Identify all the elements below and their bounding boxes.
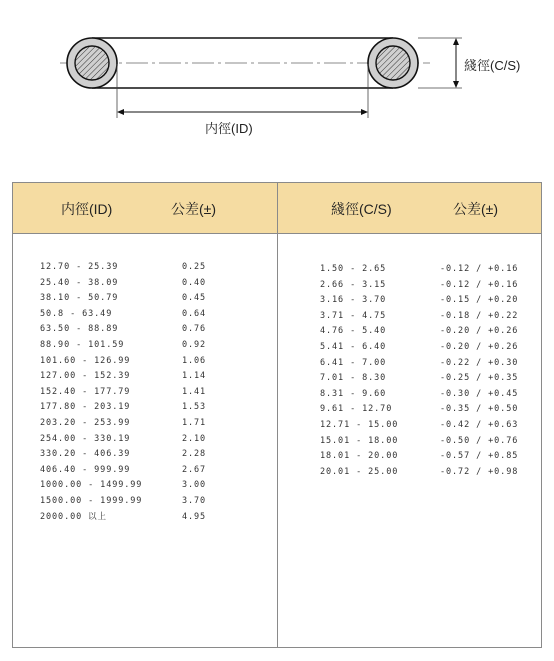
- cs-tolerance-column: [440, 262, 518, 480]
- table-cell: 3.16 - 3.70: [320, 295, 387, 306]
- id-dimension: [117, 64, 368, 118]
- table-cell: -0.35 / +0.50: [440, 404, 519, 415]
- table-cell: 1.14: [182, 371, 207, 382]
- left-cross-section: [67, 38, 117, 88]
- table-cell: 1.50 - 2.65: [320, 264, 387, 274]
- table-cell: 254.00 - 330.19: [40, 433, 131, 444]
- table-cell: 9.61 - 12.70: [320, 404, 393, 415]
- header-id-tolerance: 公差(±): [171, 201, 217, 217]
- table-cell: -0.18 / +0.22: [440, 310, 519, 321]
- table-cell: 0.92: [182, 339, 207, 350]
- table-cell: 203.20 - 253.99: [40, 417, 131, 428]
- table-cell: 3.00: [182, 480, 207, 491]
- table-cell: 127.00 - 152.39: [40, 371, 131, 382]
- table-cell: 0.25: [182, 262, 207, 272]
- table-cell: 1.41: [182, 386, 207, 397]
- table-cell: 5.41 - 6.40: [320, 341, 387, 352]
- header-cs: 綫徑(C/S): [331, 201, 392, 217]
- table-cell: -0.22 / +0.30: [440, 357, 519, 368]
- table-cell: 12.70 - 25.39: [40, 262, 119, 272]
- table-cell: 18.01 - 20.00: [320, 451, 399, 462]
- table-cell: -0.57 / +0.85: [440, 451, 519, 462]
- table-cell: 4.95: [182, 511, 207, 522]
- table-cell: -0.50 / +0.76: [440, 435, 519, 446]
- table-cell: 3.70: [182, 495, 207, 506]
- table-cell: 8.31 - 9.60: [320, 388, 387, 399]
- table-cell: 2.28: [182, 449, 207, 460]
- table-cell: -0.30 / +0.45: [440, 388, 519, 399]
- table-cell: 101.60 - 126.99: [40, 355, 131, 366]
- table-cell: -0.12 / +0.16: [440, 264, 519, 274]
- table-cell: 6.41 - 7.00: [320, 357, 387, 368]
- table-cell: 2.10: [182, 433, 207, 444]
- cs-dimension-label: 綫徑(C/S): [464, 58, 521, 73]
- table-cell: 50.8 - 63.49: [40, 308, 113, 319]
- table-cell: 15.01 - 18.00: [320, 435, 399, 446]
- table-cell: 12.71 - 15.00: [320, 419, 399, 430]
- table-cell: 0.76: [182, 324, 207, 335]
- cs-range-column: [320, 262, 398, 480]
- table-cell: 406.40 - 999.99: [40, 464, 131, 475]
- table-cell: 2.66 - 3.15: [320, 279, 387, 290]
- header-id: 内徑(ID): [61, 201, 113, 217]
- header-cs-tolerance: 公差(±): [453, 201, 499, 217]
- right-cross-section: [368, 38, 418, 88]
- table-cell: 0.45: [182, 293, 207, 304]
- table-cell: 152.40 - 177.79: [40, 386, 131, 397]
- table-cell: -0.12 / +0.16: [440, 279, 519, 290]
- table-cell: 63.50 - 88.89: [40, 324, 119, 335]
- table-cell: -0.25 / +0.35: [440, 373, 519, 384]
- table-cell: 4.76 - 5.40: [320, 326, 387, 337]
- table-cell: -0.20 / +0.26: [440, 341, 519, 352]
- table-cell: 7.01 - 8.30: [320, 373, 387, 384]
- table-cell: 20.01 - 25.00: [320, 466, 399, 477]
- table-cell: 1.71: [182, 417, 207, 428]
- table-cell: 1000.00 - 1499.99: [40, 480, 143, 491]
- table-cell: 1.53: [182, 402, 207, 413]
- table-cell: 1.06: [182, 355, 207, 366]
- table-cell: 0.64: [182, 308, 207, 319]
- table-cell: 2.67: [182, 464, 207, 475]
- table-cell: 3.71 - 4.75: [320, 310, 387, 321]
- id-tolerance-column: [182, 260, 206, 525]
- id-range-column: [40, 260, 142, 525]
- table-cell: 0.40: [182, 277, 207, 288]
- table-cell: -0.72 / +0.98: [440, 466, 519, 477]
- table-cell: 25.40 - 38.09: [40, 277, 119, 288]
- table-cell: 88.90 - 101.59: [40, 339, 125, 350]
- table-cell: 330.20 - 406.39: [40, 449, 131, 460]
- column-divider: [277, 183, 278, 647]
- tolerance-table: [12, 182, 542, 648]
- table-cell: 177.80 - 203.19: [40, 402, 131, 413]
- table-cell: 38.10 - 50.79: [40, 293, 119, 304]
- table-cell: -0.42 / +0.63: [440, 419, 519, 430]
- id-dimension-label: 内徑(ID): [205, 121, 253, 136]
- table-cell: 1500.00 - 1999.99: [40, 495, 143, 506]
- table-cell: 2000.00 以上: [40, 511, 107, 522]
- o-ring-diagram: [0, 0, 554, 150]
- table-cell: -0.15 / +0.20: [440, 295, 519, 306]
- table-cell: -0.20 / +0.26: [440, 326, 519, 337]
